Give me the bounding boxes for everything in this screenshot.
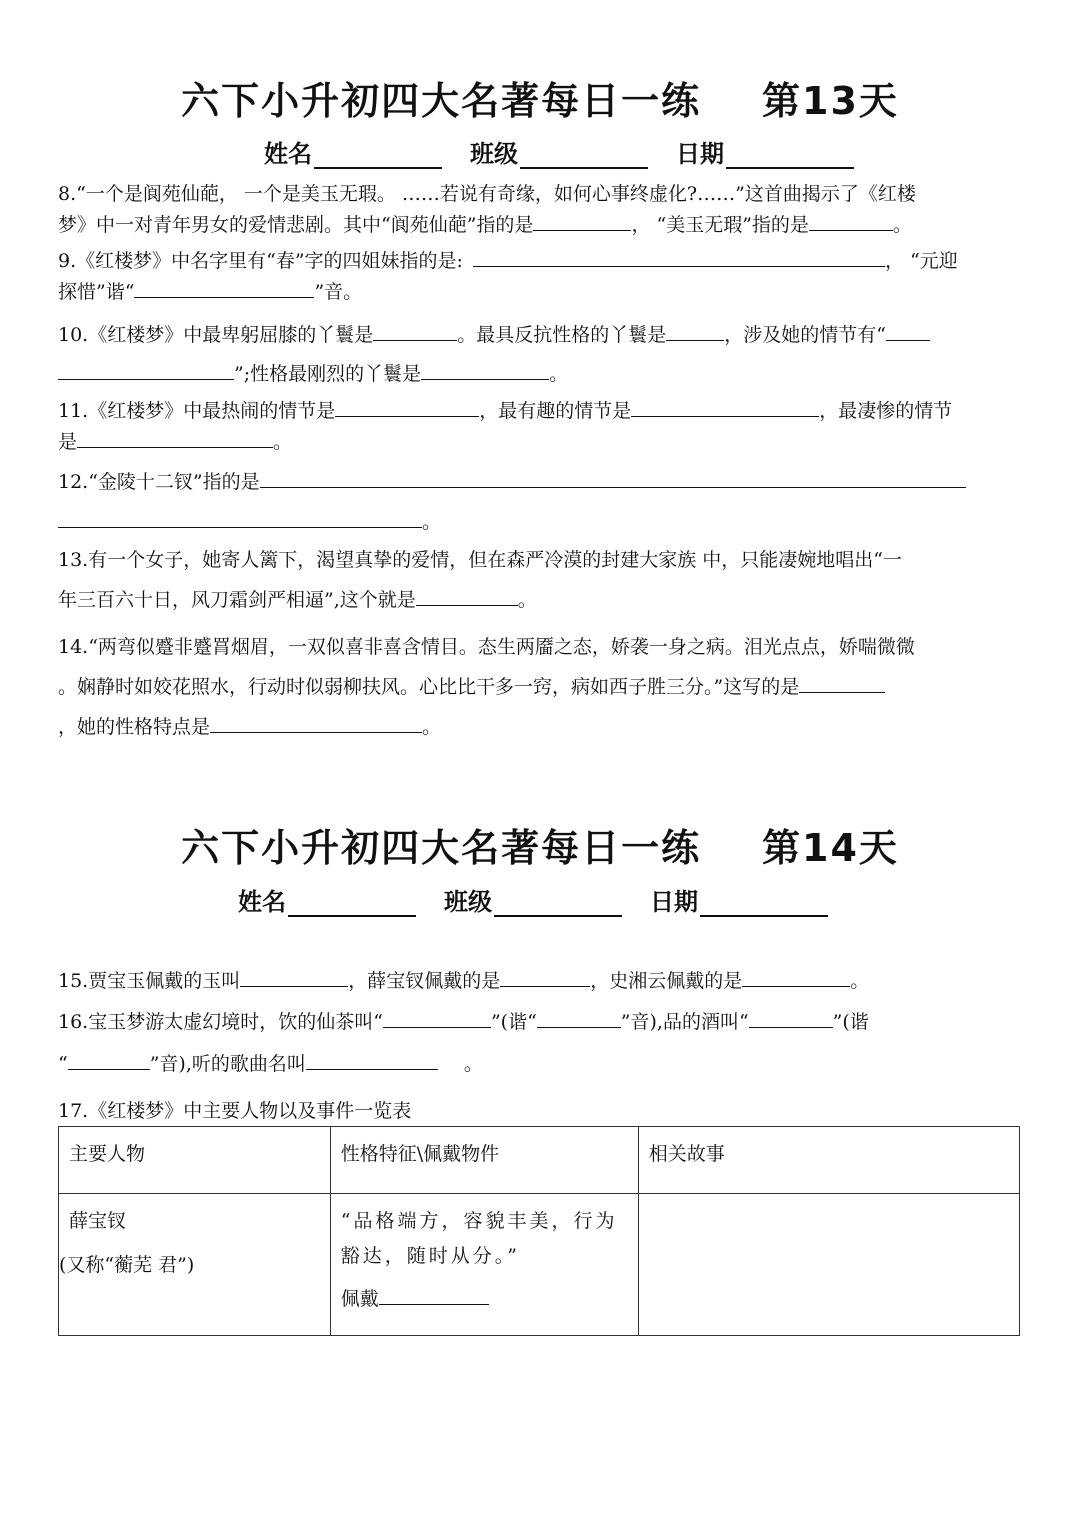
q15-text-a: 15.贾宝玉佩戴的玉叫 [58, 970, 241, 992]
q12-blank-1b[interactable] [58, 507, 422, 528]
q16-blank-3[interactable] [749, 1007, 833, 1028]
q14-blank-2[interactable] [210, 712, 422, 733]
character-name: 薛宝钗 [69, 1210, 127, 1232]
class-label: 班级 [444, 888, 492, 916]
q12-line2 [58, 502, 1028, 542]
q10-text-e: 。 [549, 363, 569, 385]
date-field[interactable] [700, 891, 828, 917]
q8-text-b: ， “美玉无瑕”指的是 [631, 214, 809, 236]
q13-blank-1[interactable] [416, 585, 518, 606]
student-info-row [264, 134, 854, 169]
question-11 [58, 396, 1028, 458]
q11-blank-1[interactable] [335, 396, 479, 417]
q16-text-c: ”音),品的酒叫“ [620, 1011, 749, 1033]
q12-text-b: 。 [422, 511, 442, 533]
question-9 [58, 246, 1028, 308]
q10-line1 [58, 316, 1028, 355]
q15-text-b: ，薛宝钗佩戴的是 [348, 970, 501, 992]
q10-line2 [58, 355, 1028, 394]
q15-blank-1[interactable] [240, 966, 348, 987]
q14-blank-1[interactable] [799, 672, 885, 693]
q16-blank-5[interactable] [306, 1049, 438, 1070]
date-label: 日期 [676, 140, 724, 168]
question-8 [58, 179, 1028, 241]
q8-blank-2[interactable] [809, 210, 893, 231]
character-alias: (又称“蘅芜 君”) [59, 1254, 195, 1276]
q16-blank-2[interactable] [537, 1007, 621, 1028]
q8-line1: 8.“一个是阆苑仙葩， 一个是美玉无瑕。 ……若说有奇缘，如何心事终虚化?……”这首曲揭示了《红楼 [58, 183, 916, 205]
q14-text-a: 。娴静时如姣花照水，行动时似弱柳扶风。心比比干多一窍，病如西子胜三分。”这写的是 [58, 676, 800, 698]
q10-text-c: ，涉及她的情节有“ [724, 324, 886, 346]
q14-line1: 14.“两弯似蹙非蹙罥烟眉，一双似喜非喜含情目。态生两靥之态，娇袭一身之病。泪光点点，娇喘微微 [58, 636, 915, 658]
q16-line1 [58, 1001, 1028, 1043]
question-17-caption: 17.《红楼梦》中主要人物以及事件一览表 [58, 1100, 412, 1122]
q15-blank-3[interactable] [742, 966, 850, 987]
name-field[interactable] [288, 891, 416, 917]
question-12 [58, 462, 1028, 542]
header-story: 相关故事 [638, 1127, 1019, 1194]
name-field[interactable] [314, 143, 442, 169]
q9-blank-2[interactable] [134, 277, 314, 298]
q13-line1: 13.有一个女子，她寄人篱下，渴望真挚的爱情，但在森严冷漠的封建大家族 中，只能凄婉地唱出“一 [58, 549, 902, 571]
q13-line2 [58, 580, 1028, 620]
question-14 [58, 627, 1028, 747]
q10-blank-2[interactable] [666, 320, 724, 341]
q9-text-c: 探惜”谐“ [58, 281, 135, 303]
q16-blank-1[interactable] [383, 1007, 491, 1028]
q9-line1 [58, 246, 1028, 277]
character-table [58, 1126, 1020, 1336]
q11-line1 [58, 396, 1028, 427]
q15-line [58, 961, 1028, 1001]
q14-text-c: 。 [422, 716, 442, 738]
q16-text-f: ”音),听的歌曲名叫 [149, 1053, 306, 1075]
question-16 [58, 1001, 1028, 1085]
q12-line1 [58, 462, 1028, 502]
q11-text-e: 。 [273, 431, 293, 453]
class-label: 班级 [470, 140, 518, 168]
q9-text-d: ”音。 [314, 281, 363, 303]
q12-text-a: 12.“金陵十二钗”指的是 [58, 471, 260, 493]
q8-text-c: 。 [892, 214, 912, 236]
q11-text-a: 11.《红楼梦》中最热闹的情节是 [58, 400, 336, 422]
q16-text-d: ”(谐 [832, 1011, 869, 1033]
q9-line2 [58, 277, 1028, 308]
table-row [59, 1194, 1020, 1336]
date-label: 日期 [650, 888, 698, 916]
q9-blank-1[interactable] [473, 246, 885, 267]
q11-text-d: 是 [58, 431, 78, 453]
cell-character [59, 1194, 331, 1336]
cell-story[interactable] [638, 1194, 1019, 1336]
q10-text-a: 10.《红楼梦》中最卑躬屈膝的丫鬟是 [58, 324, 374, 346]
header-main-character: 主要人物 [59, 1127, 331, 1194]
q15-blank-2[interactable] [500, 966, 590, 987]
q16-blank-4[interactable] [68, 1049, 150, 1070]
name-label: 姓名 [264, 140, 312, 168]
q11-blank-3[interactable] [77, 427, 273, 448]
q16-text-g: 。 [463, 1053, 483, 1075]
q8-blank-1[interactable] [533, 210, 631, 231]
traits-line2: 豁达，随时从分。” [340, 1245, 520, 1267]
q14-line3 [58, 707, 1028, 747]
q12-blank-1a[interactable] [260, 467, 966, 488]
traits-line1: “品格端方，容貌丰美，行为 [340, 1210, 618, 1232]
date-field[interactable] [726, 143, 854, 169]
q16-text-e: “ [58, 1053, 68, 1075]
page-title-day14: 六下小升初四大名著每日一练 第14天 [181, 826, 899, 870]
class-field[interactable] [494, 891, 622, 917]
q13-text-b: 。 [517, 589, 537, 611]
q14-line2 [58, 667, 1028, 707]
q10-blank-3b[interactable] [58, 359, 234, 380]
q11-text-c: ，最凄惨的情节 [819, 400, 953, 422]
class-field[interactable] [520, 143, 648, 169]
name-label: 姓名 [238, 888, 286, 916]
cell-traits [330, 1194, 638, 1336]
q13-text-a: 年三百六十日，风刀霜剑严相逼”,这个就是 [58, 589, 416, 611]
wear-line [341, 1284, 628, 1312]
wear-blank[interactable] [379, 1284, 489, 1305]
q9-text-b: ， “元迎 [884, 250, 958, 272]
q14-text-b: ，她的性格特点是 [58, 716, 211, 738]
q10-text-d: ”;性格最刚烈的丫鬟是 [234, 363, 422, 385]
q8-text-a: 梦》中一对青年男女的爱情悲剧。其中“阆苑仙葩”指的是 [58, 214, 534, 236]
q11-blank-2[interactable] [631, 396, 819, 417]
q10-blank-4[interactable] [421, 359, 549, 380]
q10-text-b: 。最具反抗性格的丫鬟是 [457, 324, 667, 346]
q16-line2 [58, 1043, 1028, 1085]
q9-text-a: 9.《红楼梦》中名字里有“春”字的四姐妹指的是: [58, 250, 463, 272]
q8-line2 [58, 210, 1028, 241]
q16-text-a: 16.宝玉梦游太虚幻境时，饮的仙茶叫“ [58, 1011, 383, 1033]
question-10 [58, 316, 1028, 394]
q15-text-d: 。 [850, 970, 870, 992]
q11-line2 [58, 427, 1028, 458]
header-traits: 性格特征\佩戴物件 [330, 1127, 638, 1194]
wear-label: 佩戴 [340, 1288, 379, 1310]
q16-text-b: ”(谐“ [490, 1011, 537, 1033]
q10-blank-3a[interactable] [886, 320, 930, 341]
q10-blank-1[interactable] [373, 320, 457, 341]
page-title-day13: 六下小升初四大名著每日一练 第13天 [181, 79, 899, 123]
question-13 [58, 540, 1028, 620]
q15-text-c: ，史湘云佩戴的是 [590, 970, 743, 992]
question-15 [58, 961, 1028, 1001]
q11-text-b: ，最有趣的情节是 [479, 400, 632, 422]
table-header-row [59, 1127, 1020, 1194]
student-info-row-2 [238, 882, 828, 917]
